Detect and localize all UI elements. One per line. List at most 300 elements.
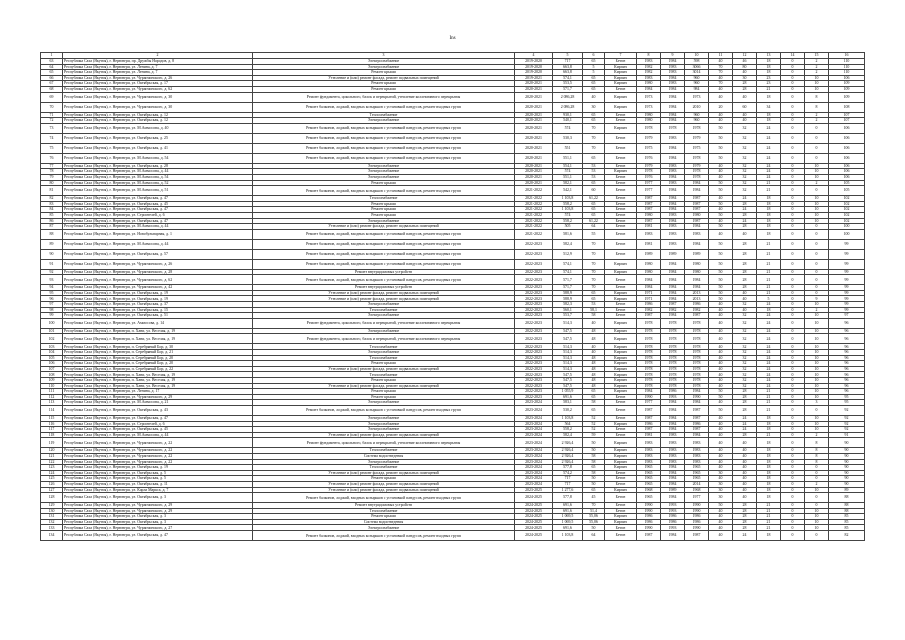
col-material: Кирпич xyxy=(605,259,637,269)
col-priority: 89 xyxy=(829,487,865,493)
col-priority: 109 xyxy=(829,86,865,92)
col-year-commission: 1984 xyxy=(661,531,685,541)
col-n12: 32 xyxy=(733,378,757,384)
col-n13: 21 xyxy=(757,432,781,438)
col-priority: 90 xyxy=(829,438,865,448)
col-n12: 40 xyxy=(733,290,757,296)
col-no: 78 xyxy=(41,169,63,175)
col-year-built: 1982 xyxy=(637,70,661,76)
col-n15: 0 xyxy=(805,229,829,239)
col-material: Бетон xyxy=(605,493,637,503)
col-year-built: 1978 xyxy=(637,123,661,133)
col-period: 2022-2023 xyxy=(515,344,553,350)
col-n13: 18 xyxy=(757,207,781,213)
col-n14: 0 xyxy=(781,290,805,296)
col-year-built: 1987 xyxy=(637,405,661,415)
col-n12: 40 xyxy=(733,459,757,465)
col-material: Кирпич xyxy=(605,389,637,395)
col-n12: 40 xyxy=(733,438,757,448)
col-n11: 50 xyxy=(709,394,733,400)
col-period: 2023-2024 xyxy=(515,459,553,465)
col-no: 68 xyxy=(41,86,63,92)
table-row xyxy=(41,229,865,239)
col-n14: 0 xyxy=(781,207,805,213)
col-area: 1 277,6 xyxy=(553,487,583,493)
col-priority: 102 xyxy=(829,196,865,202)
col-no: 123 xyxy=(41,465,63,471)
col-no: 127 xyxy=(41,487,63,493)
col-priority: 99 xyxy=(829,296,865,302)
col-n13: 21 xyxy=(757,503,781,509)
col-year-commission: 1984 xyxy=(661,218,685,224)
col-address: Республика Саха (Якутия), г. Нерюнгри, п. Хани, ул. Веселая, д. 19 xyxy=(63,378,253,384)
col-year-built: 1978 xyxy=(637,328,661,334)
col-no: 93 xyxy=(41,275,63,285)
col-material: Бетон xyxy=(605,143,637,153)
col-material: Бетон xyxy=(605,405,637,415)
col-period: 2022-2023 xyxy=(515,269,553,275)
col-work-type: Теплоснабжение xyxy=(253,465,515,471)
col-n13: 18 xyxy=(757,427,781,433)
col-work-type: Электроснабжение xyxy=(253,64,515,70)
col-period: 2024-2025 xyxy=(515,508,553,514)
col-address: Республика Саха (Якутия), г. Нерюнгри, ул. Чурапчинского, д. 30 xyxy=(63,102,253,112)
col-material: Кирпич xyxy=(605,64,637,70)
col-priority: 96 xyxy=(829,361,865,367)
col-n14: 0 xyxy=(781,201,805,207)
col-material: Кирпич xyxy=(605,421,637,427)
col-material: Кирпич xyxy=(605,334,637,344)
col-address: Республика Саха (Якутия), г. Нерюнгри, ул. Октябрьская, д. 3 xyxy=(63,514,253,520)
col-address: Республика Саха (Якутия), г. Нерюнгри, ул. Октябрьская, д. 25 xyxy=(63,133,253,143)
col-n14: 0 xyxy=(781,118,805,124)
col-period: 2022-2023 xyxy=(515,328,553,334)
col-year-repair: 1980 xyxy=(685,269,709,275)
col-n12: 40 xyxy=(733,487,757,493)
col-address: Республика Саха (Якутия), г. Нерюнгри, ул. Октябрьская, д. 19 xyxy=(63,296,253,302)
col-n11: 40 xyxy=(709,361,733,367)
col-n12: 28 xyxy=(733,525,757,531)
col-year-repair: 1984 xyxy=(685,186,709,196)
col-priority: 92 xyxy=(829,415,865,421)
col-material: Кирпич xyxy=(605,318,637,328)
col-period: 2022-2023 xyxy=(515,249,553,259)
col-n13: 24 xyxy=(757,328,781,334)
col-priority: 90 xyxy=(829,470,865,476)
col-n12: 32 xyxy=(733,366,757,372)
col-n12: 32 xyxy=(733,372,757,378)
col-n15: 0 xyxy=(805,531,829,541)
col-priority: 88 xyxy=(829,493,865,503)
col-year-commission: 1978 xyxy=(661,378,685,384)
col-priority: 99 xyxy=(829,275,865,285)
col-year-built: 1980 xyxy=(637,212,661,218)
col-n13: 18 xyxy=(757,118,781,124)
col-year-commission: 1983 xyxy=(661,212,685,218)
col-n12: 32 xyxy=(733,318,757,328)
col-n13: 18 xyxy=(757,487,781,493)
col-year-commission: 1983 xyxy=(661,70,685,76)
col-year-repair: 1987 xyxy=(685,313,709,319)
col-year-commission: 1984 xyxy=(661,174,685,180)
col-wear: 30 xyxy=(583,102,605,112)
col-area: 717 xyxy=(553,481,583,487)
col-n13: 24 xyxy=(757,163,781,169)
col-n11: 40 xyxy=(709,432,733,438)
col-year-built: 1978 xyxy=(637,355,661,361)
col-area: 930,1 xyxy=(553,112,583,118)
col-wear: 65 xyxy=(583,394,605,400)
table-row xyxy=(41,275,865,285)
col-material: Бетон xyxy=(605,249,637,259)
col-priority: 96 xyxy=(829,328,865,334)
col-n14: 0 xyxy=(781,405,805,415)
col-area: 691,6 xyxy=(553,508,583,514)
col-n13: 23 xyxy=(757,81,781,87)
col-year-repair: 1984 xyxy=(685,285,709,291)
col-n12: 28 xyxy=(733,405,757,415)
col-work-type: Ремонт балконов, лоджий, входных козырьков с установкой пандусов, ремонт входных групп xyxy=(253,405,515,415)
col-period: 2021-2022 xyxy=(515,224,553,230)
col-priority: 96 xyxy=(829,366,865,372)
col-n13: 21 xyxy=(757,269,781,275)
header-cell-1: 1 xyxy=(41,53,63,59)
col-address: Республика Саха (Якутия), г. Нерюнгри, ул. М.Аммосова, д. 44 xyxy=(63,224,253,230)
col-n13: 21 xyxy=(757,275,781,285)
col-priority: 90 xyxy=(829,465,865,471)
col-material: Бетон xyxy=(605,525,637,531)
col-year-built: 1987 xyxy=(637,415,661,421)
col-no: 130 xyxy=(41,508,63,514)
col-work-type: Теплоснабжение xyxy=(253,508,515,514)
col-year-repair: 3014 xyxy=(685,70,709,76)
col-year-repair: 1984 xyxy=(685,432,709,438)
col-address: Республика Саха (Якутия), г. Нерюнгри, ул. Октябрьская, д. 19 xyxy=(63,465,253,471)
col-n14: 0 xyxy=(781,355,805,361)
col-address: Республика Саха (Якутия), г. Нерюнгри, п. Серебряный Бор, д. 22 xyxy=(63,366,253,372)
col-wear: 65 xyxy=(583,290,605,296)
col-period: 2020-2021 xyxy=(515,153,553,163)
col-year-commission: 1984 xyxy=(661,400,685,406)
col-n14: 0 xyxy=(781,372,805,378)
col-work-type: Электроснабжение xyxy=(253,169,515,175)
col-no: 101 xyxy=(41,328,63,334)
col-year-built: 1990 xyxy=(637,503,661,509)
col-n12: 28 xyxy=(733,432,757,438)
col-work-type: Ремонт балконов, лоджий, входных козырьков с установкой пандусов, ремонт входных групп xyxy=(253,259,515,269)
col-n15: 10 xyxy=(805,212,829,218)
col-no: 105 xyxy=(41,355,63,361)
col-year-built: 1965 xyxy=(637,470,661,476)
col-address: Республика Саха (Якутия), г. Нерюнгри, ул. Октябрьская, д. 19 xyxy=(63,290,253,296)
col-n14: 0 xyxy=(781,361,805,367)
col-no: 75 xyxy=(41,143,63,153)
col-n13: 21 xyxy=(757,394,781,400)
col-n11: 50 xyxy=(709,224,733,230)
col-n13: 18 xyxy=(757,421,781,427)
col-no: 81 xyxy=(41,186,63,196)
col-n15: 10 xyxy=(805,415,829,421)
col-period: 2022-2023 xyxy=(515,372,553,378)
col-work-type: Ремонт фундамента, цокольного, балок и перекрытий, утепление коллективного перекрытия xyxy=(253,92,515,102)
col-priority: 91 xyxy=(829,432,865,438)
col-n13: 24 xyxy=(757,355,781,361)
col-area: 530,2 xyxy=(553,405,583,415)
col-n13: 24 xyxy=(757,350,781,356)
col-year-built: 1978 xyxy=(637,169,661,175)
col-year-built: 1987 xyxy=(637,196,661,202)
col-priority: 92 xyxy=(829,421,865,427)
col-n11: 30 xyxy=(709,493,733,503)
col-n15: 0 xyxy=(805,465,829,471)
col-no: 95 xyxy=(41,290,63,296)
col-n15: 0 xyxy=(805,123,829,133)
col-area: 547,5 xyxy=(553,372,583,378)
col-no: 76 xyxy=(41,153,63,163)
col-n13: 18 xyxy=(757,415,781,421)
col-n12: 40 xyxy=(733,307,757,313)
col-year-built: 1987 xyxy=(637,313,661,319)
col-material: Бетон xyxy=(605,186,637,196)
col-n15: 2 xyxy=(805,64,829,70)
col-material: Бетон xyxy=(605,302,637,308)
col-period: 2022-2023 xyxy=(515,350,553,356)
col-year-built: 1983 xyxy=(637,229,661,239)
col-material: Кирпич xyxy=(605,378,637,384)
col-n13: 18 xyxy=(757,476,781,482)
col-n11: 70 xyxy=(709,81,733,87)
col-material: Кирпич xyxy=(605,465,637,471)
col-n11: 50 xyxy=(709,123,733,133)
col-no: 79 xyxy=(41,174,63,180)
col-year-built: 1989 xyxy=(637,249,661,259)
col-year-built: 1983 xyxy=(637,59,661,65)
col-work-type: Ремонт балконов, лоджий, входных козырьков с установкой пандусов, ремонт входных групп xyxy=(253,239,515,249)
col-address: Республика Саха (Якутия), г. Нерюнгри, ул. Чурапчинского, д. 27 xyxy=(63,525,253,531)
col-n15: 10 xyxy=(805,525,829,531)
col-priority: 107 xyxy=(829,112,865,118)
col-n13: 18 xyxy=(757,229,781,239)
col-address: Республика Саха (Якутия), г. Нерюнгри, ул. Карла Маркса, д. 7 xyxy=(63,487,253,493)
col-n11: 40 xyxy=(709,427,733,433)
col-n12: 40 xyxy=(733,112,757,118)
col-n12: 40 xyxy=(733,92,757,102)
col-n12: 60 xyxy=(733,102,757,112)
col-year-built: 1986 xyxy=(637,302,661,308)
col-n11: 40 xyxy=(709,92,733,102)
col-material: Кирпич xyxy=(605,487,637,493)
col-n14: 0 xyxy=(781,525,805,531)
col-year-built: 1978 xyxy=(637,344,661,350)
col-n15: 10 xyxy=(805,75,829,81)
col-period: 2023-2025 xyxy=(515,487,553,493)
col-n11: 40 xyxy=(709,344,733,350)
col-work-type: Ремонт балконов, лоджий, входных козырьков с установкой пандусов, ремонт входных групп xyxy=(253,133,515,143)
col-year-repair: 1986 xyxy=(685,519,709,525)
col-n15: 0 xyxy=(805,143,829,153)
capital-repair-table xyxy=(40,52,865,541)
col-wear: 65 xyxy=(583,465,605,471)
col-year-commission: 1984 xyxy=(661,153,685,163)
col-year-built: 1979 xyxy=(637,133,661,143)
col-wear: 55 xyxy=(583,229,605,239)
col-period: 2022-2023 xyxy=(515,259,553,269)
col-n14: 0 xyxy=(781,378,805,384)
col-n15: 0 xyxy=(805,224,829,230)
col-period: 2024-2025 xyxy=(515,519,553,525)
col-period: 2021-2022 xyxy=(515,201,553,207)
col-address: Республика Саха (Якутия), г. Нерюнгри, п. Хани, ул. Веселая, д. 19 xyxy=(63,328,253,334)
col-n13: 24 xyxy=(757,153,781,163)
col-address: Республика Саха (Якутия), г. Нерюнгри, ул. Октябрьская, д. 3 xyxy=(63,493,253,503)
col-work-type: Электроснабжение xyxy=(253,302,515,308)
col-area: 691,6 xyxy=(553,394,583,400)
col-n11: 40 xyxy=(709,476,733,482)
col-n12: 28 xyxy=(733,275,757,285)
col-address: Республика Саха (Якутия), г. Нерюнгри, п. Серебряный Бор, д. 20 xyxy=(63,361,253,367)
col-year-repair: 1987 xyxy=(685,405,709,415)
col-work-type: Система водоотведения xyxy=(253,453,515,459)
col-year-built: 1968 xyxy=(637,487,661,493)
col-n15: 0 xyxy=(805,285,829,291)
col-work-type: Электроснабжение xyxy=(253,118,515,124)
col-priority: 100 xyxy=(829,224,865,230)
col-period: 2021-2022 xyxy=(515,229,553,239)
col-wear: 70 xyxy=(583,133,605,143)
col-wear: 65 xyxy=(583,112,605,118)
col-n14: 0 xyxy=(781,196,805,202)
col-wear: 70 xyxy=(583,275,605,285)
col-wear: 52 xyxy=(583,427,605,433)
col-period: 2023-2024 xyxy=(515,481,553,487)
col-n14: 0 xyxy=(781,427,805,433)
col-no: 131 xyxy=(41,514,63,520)
col-priority: 100 xyxy=(829,229,865,239)
col-priority: 99 xyxy=(829,239,865,249)
col-area: 574,2 xyxy=(553,470,583,476)
col-n14: 0 xyxy=(781,508,805,514)
col-year-built: 1980 xyxy=(637,269,661,275)
col-area: 553,5 xyxy=(553,81,583,87)
col-n14: 0 xyxy=(781,123,805,133)
col-n13: 18 xyxy=(757,70,781,76)
col-year-commission: 1993 xyxy=(661,525,685,531)
col-address: Республика Саха (Якутия), г. Нерюнгри, ул. Октябрьская, д. 37 xyxy=(63,302,253,308)
col-n11: 40 xyxy=(709,465,733,471)
col-address: Республика Саха (Якутия), г. Нерюнгри, ул. Октябрьская, д. 5 xyxy=(63,476,253,482)
col-address: Республика Саха (Якутия), г. Нерюнгри, ул. Октябрьская, д. 5 xyxy=(63,470,253,476)
col-year-repair: 1978 xyxy=(685,366,709,372)
col-material: Кирпич xyxy=(605,123,637,133)
col-wear: 48 xyxy=(583,383,605,389)
col-area: 514,3 xyxy=(553,355,583,361)
col-priority: 96 xyxy=(829,378,865,384)
col-n14: 0 xyxy=(781,163,805,169)
col-year-built: 1973 xyxy=(637,102,661,112)
col-period: 2024-2025 xyxy=(515,531,553,541)
col-area: 530,3 xyxy=(553,133,583,143)
col-address: Республика Саха (Якутия), г. Нерюнгри, ул. Октябрьская, д. 11 xyxy=(63,481,253,487)
col-n15: 8 xyxy=(805,92,829,102)
col-n13: 21 xyxy=(757,290,781,296)
col-n15: 10 xyxy=(805,355,829,361)
col-material: Бетон xyxy=(605,180,637,186)
col-address: Республика Саха (Якутия), г. Нерюнгри, п. Серебряный Бор, д. 20 xyxy=(63,355,253,361)
col-wear: 52 xyxy=(583,421,605,427)
col-n12: 24 xyxy=(733,531,757,541)
col-n15: 0 xyxy=(805,275,829,285)
col-n14: 0 xyxy=(781,350,805,356)
col-no: 88 xyxy=(41,229,63,239)
col-address: Республика Саха (Якутия), г. Нерюнгри, ул. Чурапчинского, д. 62 xyxy=(63,86,253,92)
col-no: 120 xyxy=(41,448,63,454)
col-work-type: Утепление и (или) ремонт фасада, ремонт подвальных помещений xyxy=(253,290,515,296)
col-area: 553,7 xyxy=(553,313,583,319)
col-period: 2019-2020 xyxy=(515,59,553,65)
col-n13: 24 xyxy=(757,133,781,143)
col-n15: 10 xyxy=(805,427,829,433)
col-period: 2024-2025 xyxy=(515,503,553,509)
col-n14: 0 xyxy=(781,366,805,372)
col-year-repair: 1983 xyxy=(685,453,709,459)
col-n11: 50 xyxy=(709,389,733,395)
col-n13: 18 xyxy=(757,453,781,459)
table-row xyxy=(41,92,865,102)
col-year-commission: 1978 xyxy=(661,350,685,356)
header-cell-13: 13 xyxy=(757,53,781,59)
col-area: 551,1 xyxy=(553,153,583,163)
col-year-commission: 1978 xyxy=(661,334,685,344)
col-year-repair: 1978 xyxy=(685,350,709,356)
col-wear: 70 xyxy=(583,249,605,259)
col-n15: 2 xyxy=(805,432,829,438)
col-material: Бетон xyxy=(605,307,637,313)
col-n12: 28 xyxy=(733,389,757,395)
col-year-repair: 1984 xyxy=(685,275,709,285)
col-address: Республика Саха (Якутия), г. Нерюнгри, ул. Чурапчинского, д. 22 xyxy=(63,459,253,465)
col-work-type: Электроснабжение xyxy=(253,427,515,433)
col-work-type: Электроснабжение xyxy=(253,400,515,406)
col-n14: 0 xyxy=(781,81,805,87)
col-address: Республика Саха (Якутия), г. Нерюнгри, ул. Чурапчинского, д. 62 xyxy=(63,275,253,285)
col-address: Республика Саха (Якутия), г. Нерюнгри, ул. М.Аммосова, д. 44 xyxy=(63,169,253,175)
col-work-type: Ремонт балконов, лоджий, входных козырьков с установкой пандусов, ремонт входных групп xyxy=(253,186,515,196)
col-n15: 10 xyxy=(805,86,829,92)
col-year-commission: 1984 xyxy=(661,285,685,291)
col-year-commission: 1978 xyxy=(661,123,685,133)
col-year-repair: 1986 xyxy=(685,514,709,520)
col-address: Республика Саха (Якутия), г. Нерюнгри, ул. Октябрьская, д. 28 xyxy=(63,163,253,169)
col-wear: 48 xyxy=(583,361,605,367)
col-address: Республика Саха (Якутия), г. Нерюнгри, ул. Октябрьская, д. 57 xyxy=(63,249,253,259)
col-period: 2021-2022 xyxy=(515,196,553,202)
col-n12: 24 xyxy=(733,421,757,427)
col-area: 558,2 xyxy=(553,201,583,207)
col-work-type: Электроснабжение xyxy=(253,174,515,180)
col-wear: 65 xyxy=(583,118,605,124)
col-priority: 106 xyxy=(829,75,865,81)
col-n14: 0 xyxy=(781,313,805,319)
col-address: Республика Саха (Якутия), г. Нерюнгри, ул. Чурапчинского, д. 29 xyxy=(63,508,253,514)
col-period: 2022-2023 xyxy=(515,366,553,372)
col-n11: 50 xyxy=(709,259,733,269)
col-n14: 0 xyxy=(781,143,805,153)
col-n13: 21 xyxy=(757,180,781,186)
col-address: Республика Саха (Якутия), г. Нерюнгри, ул. Чурапчинского, д. 28 xyxy=(63,269,253,275)
col-n11: 50 xyxy=(709,290,733,296)
col-area: 577,8 xyxy=(553,465,583,471)
col-year-commission: 1984 xyxy=(661,118,685,124)
